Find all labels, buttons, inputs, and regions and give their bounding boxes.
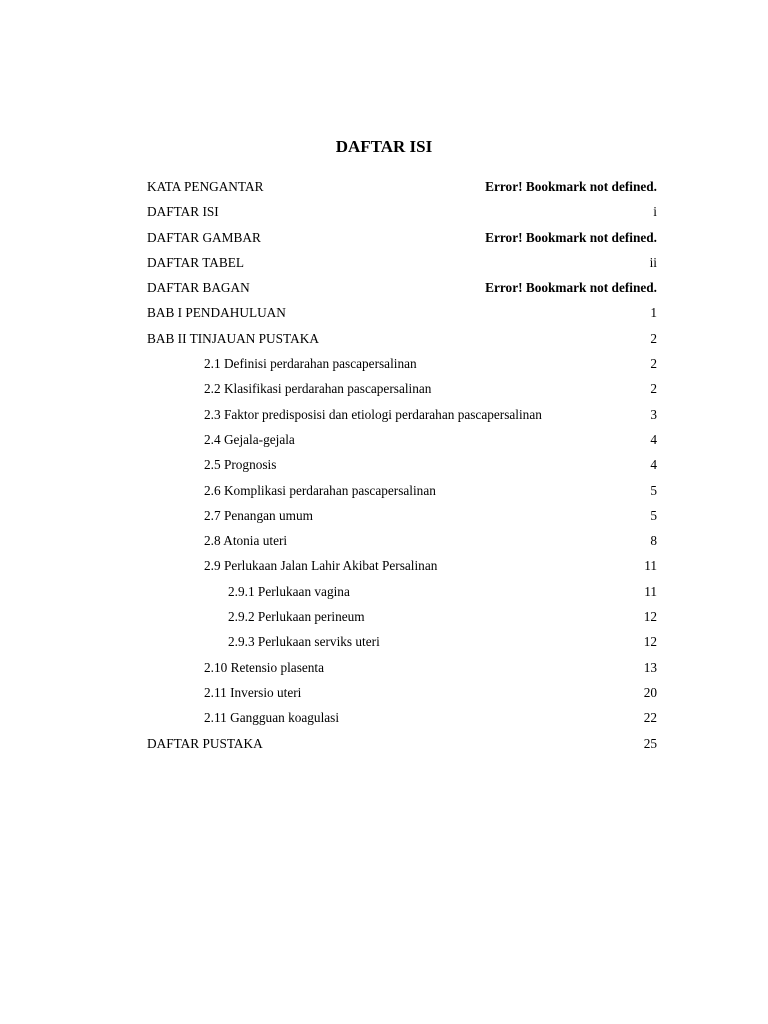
toc-dot-leader [439, 557, 642, 570]
toc-page-number: 11 [644, 583, 657, 599]
toc-entry-label: BAB I PENDAHULUAN [147, 305, 286, 321]
toc-entry-label: 2.6 Komplikasi perdarahan pascapersalinan [204, 482, 436, 498]
toc-entry-label: 2.1 Definisi perdarahan pascapersalinan [204, 356, 417, 372]
toc-entry-label: DAFTAR BAGAN [147, 280, 250, 296]
table-of-contents [147, 174, 657, 756]
toc-entry [147, 402, 657, 427]
toc-entry [147, 199, 657, 224]
toc-dot-leader [321, 329, 648, 342]
toc-dot-leader [367, 608, 642, 621]
toc-page-number: 2 [650, 356, 657, 372]
toc-entry [147, 376, 657, 401]
toc-entry [147, 579, 657, 604]
toc-dot-leader [246, 254, 648, 267]
toc-dot-leader [303, 684, 641, 697]
toc-dot-leader [265, 178, 483, 191]
toc-dot-leader [289, 532, 648, 545]
toc-entry [147, 553, 657, 578]
toc-page-number: 1 [650, 305, 657, 321]
toc-dot-leader [544, 405, 648, 418]
toc-entry [147, 604, 657, 629]
toc-entry-label: 2.8 Atonia uteri [204, 533, 288, 549]
toc-entry-label: 2.11 Inversio uteri [204, 684, 302, 700]
toc-page-number: 2 [650, 381, 657, 397]
toc-entry-label: 2.9.1 Perlukaan vagina [228, 583, 350, 599]
toc-entry-label: KATA PENGANTAR [147, 179, 264, 194]
toc-page-number: 2 [650, 330, 657, 346]
toc-dot-leader [341, 709, 642, 722]
toc-entry-label: DAFTAR GAMBAR [147, 229, 261, 245]
toc-bookmark-error: Error! Bookmark not defined. [485, 229, 657, 245]
toc-entry [147, 478, 657, 503]
toc-entry-label: 2.3 Faktor predisposisi dan etiologi perdarahan pascapersalinan [204, 406, 542, 422]
toc-page-number: 22 [643, 710, 657, 726]
page-title: DAFTAR ISI [335, 137, 433, 156]
toc-dot-leader [263, 228, 483, 241]
toc-entry-label: DAFTAR ISI [147, 204, 219, 220]
toc-page-number: 25 [643, 735, 657, 751]
toc-page-number: 11 [644, 558, 657, 574]
toc-dot-leader [315, 507, 648, 520]
toc-entry-label: 2.10 Retensio plasenta [204, 659, 325, 675]
toc-page-number: 5 [650, 507, 657, 523]
toc-dot-leader [352, 582, 642, 595]
toc-entry [147, 629, 657, 654]
toc-dot-leader [326, 658, 642, 671]
toc-entry [147, 300, 657, 325]
toc-entry [147, 731, 657, 756]
toc-entry [147, 351, 657, 376]
toc-entry [147, 250, 657, 275]
toc-entry-label: DAFTAR PUSTAKA [147, 735, 263, 751]
toc-entry [147, 225, 657, 250]
toc-page-number: 4 [650, 457, 657, 473]
toc-entry-label: BAB II TINJAUAN PUSTAKA [147, 330, 319, 346]
toc-page-number: 13 [643, 659, 657, 675]
toc-page-number: 3 [650, 406, 657, 422]
toc-entry-label: 2.9.3 Perlukaan serviks uteri [228, 634, 380, 650]
toc-entry-label: 2.2 Klasifikasi perdarahan pascapersalinan [204, 381, 432, 397]
toc-entry [147, 655, 657, 680]
toc-entry [147, 452, 657, 477]
toc-bookmark-error: Error! Bookmark not defined. [485, 179, 657, 194]
toc-page-number: 12 [643, 609, 657, 625]
toc-entry-label: 2.5 Prognosis [204, 457, 277, 473]
toc-entry [147, 528, 657, 553]
toc-entry [147, 680, 657, 705]
toc-entry [147, 503, 657, 528]
toc-entry-label: 2.9 Perlukaan Jalan Lahir Akibat Persalinan [204, 558, 438, 574]
toc-page-number: 20 [643, 684, 657, 700]
toc-dot-leader [221, 203, 652, 216]
toc-dot-leader [438, 481, 648, 494]
toc-page-number: 12 [643, 634, 657, 650]
toc-page-number: i [653, 204, 657, 220]
toc-entry-label: DAFTAR TABEL [147, 254, 244, 270]
toc-page-number: 8 [650, 533, 657, 549]
toc-entry-label: 2.4 Gejala-gejala [204, 431, 295, 447]
toc-entry-label: 2.7 Penangan umum [204, 507, 313, 523]
toc-dot-leader [433, 380, 648, 393]
toc-page-number: ii [649, 254, 657, 270]
toc-entry [147, 174, 657, 199]
toc-dot-leader [419, 355, 649, 368]
toc-dot-leader [288, 304, 648, 317]
toc-bookmark-error: Error! Bookmark not defined. [485, 280, 657, 296]
toc-entry-label: 2.9.2 Perlukaan perineum [228, 609, 365, 625]
toc-dot-leader [278, 456, 648, 469]
toc-entry [147, 705, 657, 730]
toc-page-number: 4 [650, 431, 657, 447]
toc-entry [147, 326, 657, 351]
toc-dot-leader [297, 431, 649, 444]
toc-dot-leader [252, 279, 483, 292]
toc-entry [147, 427, 657, 452]
toc-page-number: 5 [650, 482, 657, 498]
toc-entry [147, 275, 657, 300]
toc-entry-label: 2.11 Gangguan koagulasi [204, 710, 340, 726]
toc-dot-leader [265, 734, 642, 747]
toc-dot-leader [382, 633, 642, 646]
